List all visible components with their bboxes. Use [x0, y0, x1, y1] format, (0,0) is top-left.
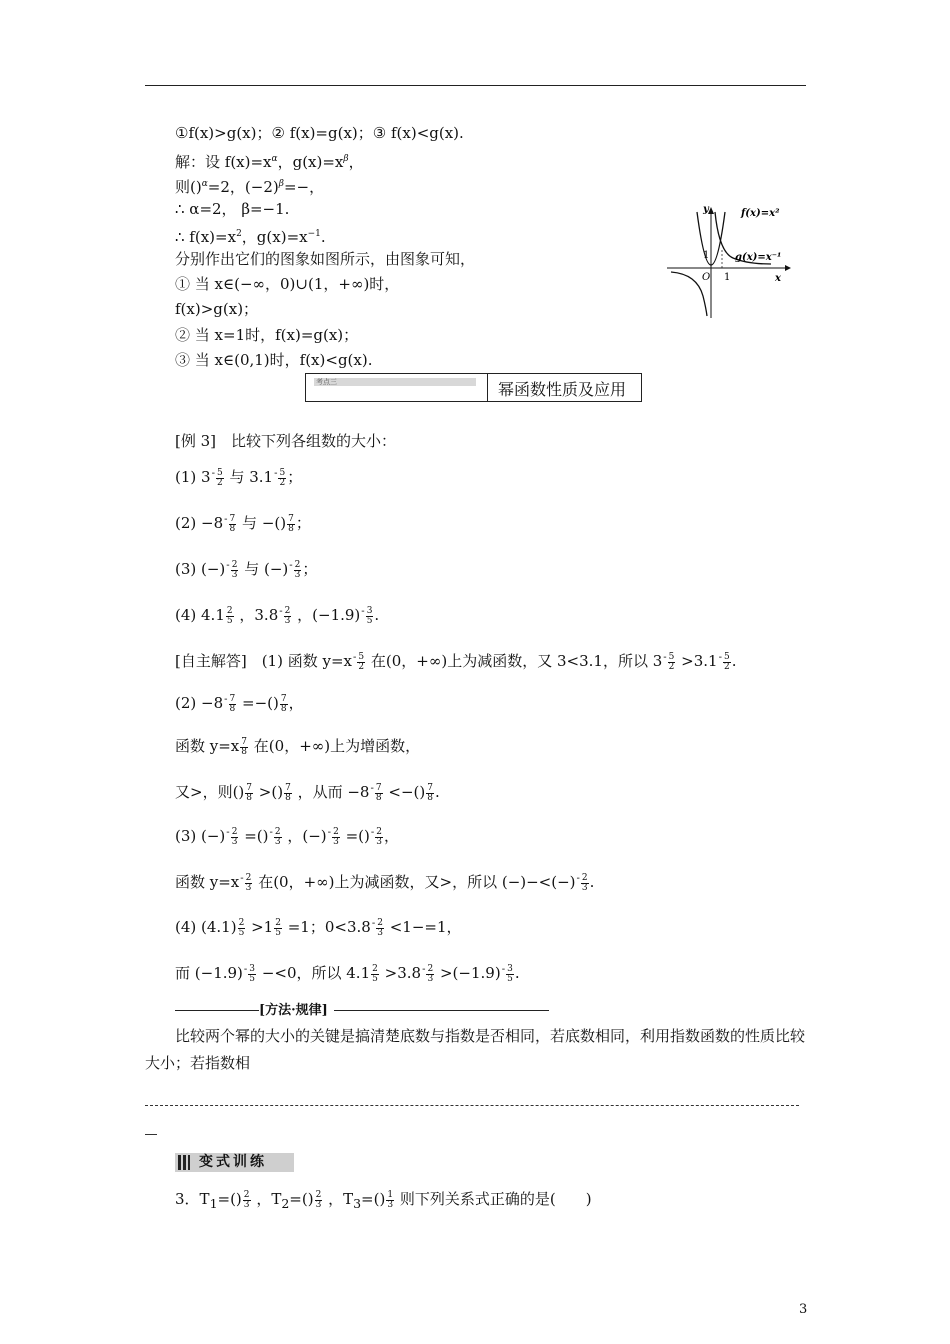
practice-question-3: 3．$T_1=()$ $\frac{2}{3}$ ，$T_2=()$ $\frac{2}{3}$ ，$T_3=()$ $\frac{1}{3}$ 则下列关系式正确的是( ): [175, 1189, 592, 1211]
answer-line: [145, 1105, 799, 1107]
answer-3: 函数 y=x $\frac{7}{8}$ 在(0，+∞)上为增函数，: [175, 736, 421, 757]
answer-5: (3) (−)- $\frac{2}{3}$ =()- $\frac{2}{3}$ ，(−)- $\frac{2}{3}$ =()- $\frac{2}{3}$ ，: [175, 826, 399, 847]
case-3: ③ 当 x∈(0,1)时，f(x)<g(x).: [175, 351, 373, 369]
method-label: [方法·规律]: [259, 1003, 328, 1018]
question-4: (4) 4.1 $\frac{2}{5}$ ，3.8- $\frac{2}{3}$ ，(−1.9)- $\frac{3}{5}$ .: [175, 605, 380, 626]
section-label: 考点三: [316, 378, 337, 386]
section-label-bar: [314, 378, 476, 386]
solution-then: 则()$^\alpha$=2，$(-2)^\beta=-$，: [175, 178, 325, 196]
top-rule: [145, 85, 806, 86]
x-one-label: 1: [724, 272, 731, 283]
origin-label: O: [702, 272, 711, 283]
answer-6: 函数 y=x- $\frac{2}{3}$ 在(0，+∞)上为减函数，又>，所以 (−)−<(−)- $\frac{2}{3}$ .: [175, 872, 595, 893]
answer-2: (2) −8- $\frac{7}{8}$ =−() $\frac{7}{8}$ ，: [175, 693, 304, 714]
method-rule-left: [175, 1010, 259, 1011]
x-axis-label: x: [775, 273, 781, 284]
section-divider: [487, 374, 488, 401]
case-1: ① 当 x∈(−∞，0)∪(1，+∞)时，: [175, 275, 400, 293]
question-2: (2) −8- $\frac{7}{8}$ 与 −() $\frac{7}{8}$ ；: [175, 513, 311, 534]
question-3: (3) (−)- $\frac{2}{3}$ 与 (−)- $\frac{2}{3}$ ；: [175, 559, 318, 580]
example-label: [例 3] 比较下列各组数的大小：: [175, 432, 397, 450]
practice-banner: [175, 1153, 294, 1172]
section-title: 幂函数性质及应用: [498, 380, 627, 399]
answer-7: (4) (4.1) $\frac{2}{5}$ >1 $\frac{2}{5}$ =1；0<3.8- $\frac{2}{3}$ <1−=1，: [175, 917, 462, 938]
therefore-1: ∴ α=2， β=−1.: [175, 200, 290, 218]
answer-4: 又>，则() $\frac{7}{8}$ >() $\frac{7}{8}$ ，从而 −8- $\frac{7}{8}$ <−() $\frac{7}{8}$ .: [175, 782, 440, 803]
y-one-label: 1: [703, 250, 710, 261]
answer-1: [自主解答] (1) 函数 y=x- $\frac{5}{2}$ 在(0，+∞)上为减函数，又 3<3.1，所以 3- $\frac{5}{2}$ >3.1- $\frac{5}{2}$ .: [175, 651, 737, 672]
item-line-1: ①f(x)>g(x)；② f(x)=g(x)；③ f(x)<g(x).: [175, 124, 464, 142]
case-2: ② 当 x=1时，f(x)=g(x)；: [175, 326, 359, 344]
practice-banner-title: 变式训练: [199, 1154, 267, 1170]
answer-8: 而 (−1.9)- $\frac{3}{5}$ −<0，所以 4.1 $\frac{2}{5}$ >3.8- $\frac{2}{3}$ >(−1.9)- $\frac{3}{5}$ .: [175, 963, 520, 984]
answer-line-tail: [145, 1134, 157, 1135]
question-1: (1) 3- $\frac{5}{2}$ 与 3.1- $\frac{5}{2}$ ；: [175, 467, 303, 488]
page-number: 3: [799, 1302, 808, 1317]
method-paragraph: 比较两个幂的大小的关键是搞清楚底数与指数是否相同，若底数相同，利用指数函数的性质比较大小；若指数相: [145, 1027, 806, 1072]
method-header: [175, 999, 549, 1018]
banner-stripes: [178, 1155, 190, 1170]
function-graph: [667, 200, 797, 318]
section-header: [305, 373, 642, 402]
case-1b: f(x)>g(x)；: [175, 300, 259, 318]
method-rule-right: [334, 1010, 549, 1011]
g-curve-label: g(x)=x⁻¹: [735, 252, 782, 263]
y-axis-label: y: [703, 204, 709, 215]
therefore-2: ∴ $f(x)=x^2$，$g(x)=x^{-1}$.: [175, 228, 326, 246]
draw-text: 分别作出它们的图象如图所示，由图象可知，: [175, 250, 476, 268]
solution-setup: 解：设 $f(x)=x^\alpha$，$g(x)=x^\beta$，: [175, 153, 364, 171]
f-curve-label: f(x)=x²: [741, 208, 780, 219]
